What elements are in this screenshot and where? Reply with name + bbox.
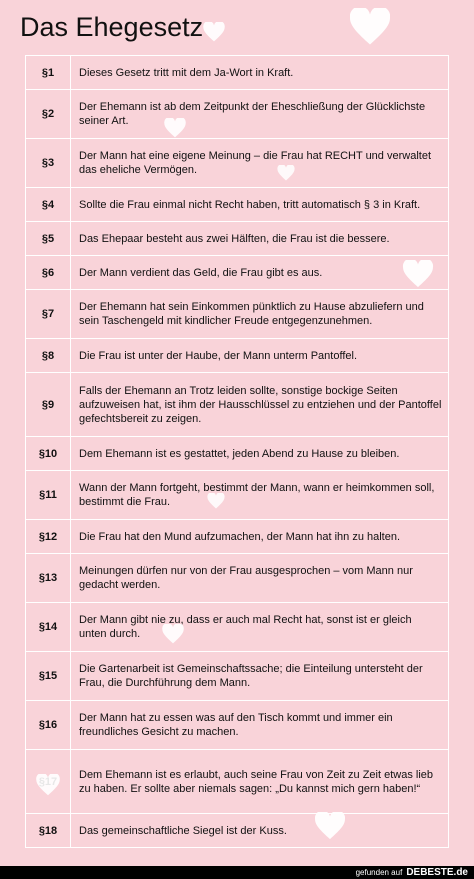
law-row bbox=[26, 256, 449, 290]
law-row bbox=[26, 56, 449, 90]
law-row bbox=[26, 222, 449, 256]
law-number: §6 bbox=[26, 256, 71, 290]
law-text: Der Mann gibt nie zu, dass er auch mal Recht hat, sonst ist er gleich unten durch. bbox=[71, 603, 449, 652]
law-number: §12 bbox=[26, 520, 71, 554]
page-title: Das Ehegesetz bbox=[20, 12, 204, 42]
law-text: Dem Ehemann ist es gestattet, jeden Abend zu Hause zu bleiben. bbox=[71, 437, 449, 471]
heart-icon bbox=[350, 8, 390, 46]
heart-icon bbox=[277, 165, 295, 181]
law-number: §11 bbox=[26, 471, 71, 520]
law-text: Der Mann hat zu essen was auf den Tisch kommt und immer ein freundliches Gesicht zu machen. bbox=[71, 701, 449, 750]
law-number: §1 bbox=[26, 56, 71, 90]
law-row bbox=[26, 750, 449, 814]
law-number: §2 bbox=[26, 90, 71, 139]
law-text: Wann der Mann fortgeht, bestimmt der Mann, wann er heimkommen soll, bestimmt die Frau. bbox=[71, 471, 449, 520]
law-text: Das Ehepaar besteht aus zwei Hälften, die Frau ist die bessere. bbox=[71, 222, 449, 256]
law-row bbox=[26, 652, 449, 701]
law-row bbox=[26, 701, 449, 750]
law-row bbox=[26, 603, 449, 652]
law-text: Der Ehemann ist ab dem Zeitpunkt der Eheschließung der Glücklichste seiner Art. bbox=[71, 90, 449, 139]
heart-icon bbox=[315, 812, 345, 840]
law-number: §14 bbox=[26, 603, 71, 652]
law-text: Dem Ehemann ist es erlaubt, auch seine Frau von Zeit zu Zeit etwas lieb zu haben. Er sollte aber niemals sagen: „Du kannst mich gern haben!“ bbox=[71, 750, 449, 814]
law-number: §16 bbox=[26, 701, 71, 750]
law-text: Der Mann hat eine eigene Meinung – die Frau hat RECHT und verwaltet das eheliche Vermögen. bbox=[71, 139, 449, 188]
heart-icon bbox=[162, 624, 184, 644]
law-text: Der Mann verdient das Geld, die Frau gibt es aus. bbox=[71, 256, 449, 290]
law-text: Sollte die Frau einmal nicht Recht haben, tritt automatisch § 3 in Kraft. bbox=[71, 188, 449, 222]
law-row bbox=[26, 373, 449, 437]
law-text: Meinungen dürfen nur von der Frau ausgesprochen – vom Mann nur gedacht werden. bbox=[71, 554, 449, 603]
law-text: Der Ehemann hat sein Einkommen pünktlich zu Hause abzuliefern und sein Taschengeld mit kindlicher Freude entgegenzunehmen. bbox=[71, 290, 449, 339]
law-text: Das gemeinschaftliche Siegel ist der Kuss. bbox=[71, 814, 449, 848]
law-text: Dieses Gesetz tritt mit dem Ja-Wort in Kraft. bbox=[71, 56, 449, 90]
law-row bbox=[26, 90, 449, 139]
heart-icon bbox=[36, 774, 60, 796]
footer-credit bbox=[356, 866, 468, 879]
law-number: §5 bbox=[26, 222, 71, 256]
law-row bbox=[26, 290, 449, 339]
law-row bbox=[26, 139, 449, 188]
law-number: §9 bbox=[26, 373, 71, 437]
law-number: §10 bbox=[26, 437, 71, 471]
footer-brand[interactable]: DEBESTE.de bbox=[406, 867, 468, 878]
heart-icon bbox=[207, 493, 225, 509]
law-number: §15 bbox=[26, 652, 71, 701]
law-text: Die Frau ist unter der Haube, der Mann unterm Pantoffel. bbox=[71, 339, 449, 373]
law-number: §8 bbox=[26, 339, 71, 373]
law-text: Die Gartenarbeit ist Gemeinschaftssache; die Einteilung untersteht der Frau, die Durchführung dem Mann. bbox=[71, 652, 449, 701]
law-number: §13 bbox=[26, 554, 71, 603]
law-row bbox=[26, 471, 449, 520]
law-row bbox=[26, 554, 449, 603]
law-number: §18 bbox=[26, 814, 71, 848]
heart-icon bbox=[402, 260, 434, 288]
law-table bbox=[25, 55, 449, 848]
law-text: Falls der Ehemann an Trotz leiden sollte, sonstige bockige Seiten aufzuweisen hat, ist ihm der Hausschlüssel zu entziehen und der Pantoffel gefechtsbereit zu zeigen. bbox=[71, 373, 449, 437]
heart-icon bbox=[164, 118, 186, 138]
law-number: §7 bbox=[26, 290, 71, 339]
law-row bbox=[26, 814, 449, 848]
law-text: Die Frau hat den Mund aufzumachen, der Mann hat ihn zu halten. bbox=[71, 520, 449, 554]
law-number: §3 bbox=[26, 139, 71, 188]
law-number: §4 bbox=[26, 188, 71, 222]
heart-icon bbox=[203, 22, 225, 42]
footer-prefix: gefunden auf bbox=[355, 868, 403, 877]
law-row bbox=[26, 188, 449, 222]
law-row bbox=[26, 437, 449, 471]
law-row bbox=[26, 339, 449, 373]
footer-bar bbox=[0, 866, 474, 879]
law-row bbox=[26, 520, 449, 554]
